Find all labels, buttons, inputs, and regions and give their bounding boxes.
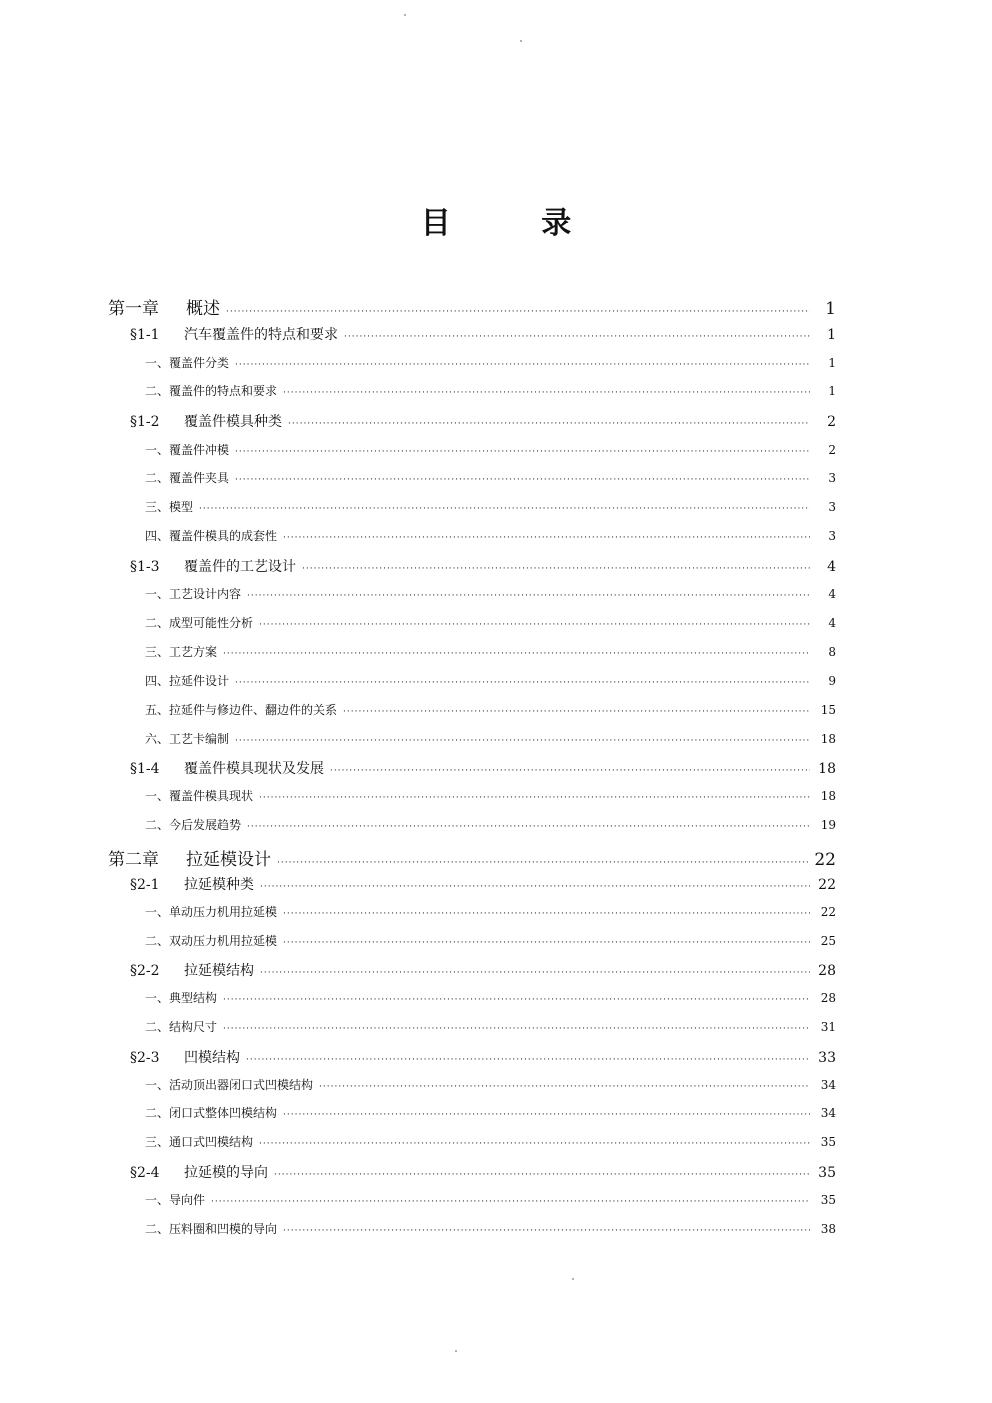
toc-entry-label — [145, 382, 277, 399]
toc-entry-label — [145, 527, 277, 544]
toc-entry-label — [145, 816, 241, 833]
toc-entry-label — [130, 324, 338, 344]
toc-entry-label — [145, 672, 229, 689]
page-number: 18 — [820, 732, 836, 746]
dot-leader — [288, 420, 810, 429]
toc-entry-label — [145, 989, 217, 1006]
toc-entry-text: 三、模型 — [145, 500, 194, 514]
toc-entry-text: 覆盖件的工艺设计 — [184, 559, 296, 575]
section-number: §1-4 — [130, 761, 160, 777]
dot-leader — [211, 1198, 810, 1207]
toc-entry-label — [145, 787, 253, 804]
toc-entry-label — [145, 614, 253, 631]
dot-leader — [260, 883, 810, 892]
dot-leader — [235, 448, 810, 457]
toc-entry-label — [145, 498, 193, 515]
toc-entry-text: 一、单动压力机用拉延模 — [145, 905, 278, 919]
page-number: 35 — [820, 1135, 836, 1149]
toc-section-entry[interactable] — [130, 556, 836, 576]
dot-leader — [223, 1025, 810, 1034]
dot-leader — [247, 823, 810, 832]
toc-entry-text: 覆盖件模具种类 — [184, 414, 282, 430]
dot-leader — [330, 767, 810, 776]
toc-entry-text: 一、活动顶出器闭口式凹模结构 — [145, 1078, 314, 1092]
toc-entry-text: 二、覆盖件的特点和要求 — [145, 384, 278, 398]
scan-speck — [520, 40, 522, 42]
toc-subsection-entry[interactable] — [145, 932, 836, 949]
toc-section-entry[interactable] — [130, 1047, 836, 1067]
chapter-number: 第一章 — [108, 299, 159, 319]
page-number: 1 — [827, 327, 836, 343]
page-number: 1 — [828, 356, 836, 370]
section-number: §1-2 — [130, 414, 160, 430]
toc-subsection-entry[interactable] — [145, 643, 836, 660]
page-number: 34 — [820, 1106, 836, 1120]
toc-entry-label — [145, 643, 217, 660]
dot-leader — [247, 592, 810, 601]
toc-entry-text: 凹模结构 — [184, 1050, 240, 1066]
page-number: 1 — [828, 384, 836, 398]
toc-entry-text: 二、今后发展趋势 — [145, 818, 242, 832]
dot-leader — [235, 476, 810, 485]
toc-entry-label — [108, 294, 220, 319]
page-number: 38 — [820, 1222, 836, 1236]
toc-entry-text: 二、结构尺寸 — [145, 1020, 218, 1034]
section-number: §1-3 — [130, 559, 160, 575]
toc-entry-label — [130, 960, 254, 980]
dot-leader — [260, 969, 810, 978]
toc-entry-text: 拉延模结构 — [184, 963, 254, 979]
toc-section-entry[interactable] — [130, 758, 836, 778]
dot-leader — [259, 1140, 810, 1149]
dot-leader — [283, 1111, 810, 1120]
toc-entry-text: 拉延模设计 — [186, 850, 271, 870]
toc-subsection-entry[interactable] — [145, 730, 836, 747]
toc-subsection-entry[interactable] — [145, 1076, 836, 1093]
dot-leader — [283, 534, 810, 543]
toc-entry-label — [145, 1220, 277, 1237]
toc-entry-text: 拉延模的导向 — [184, 1165, 268, 1181]
page-number: 28 — [818, 963, 836, 979]
toc-entry-label — [145, 932, 277, 949]
page-number: 4 — [828, 587, 836, 601]
toc-subsection-entry[interactable] — [145, 672, 836, 689]
page-number: 3 — [828, 471, 836, 485]
toc-subsection-entry[interactable] — [145, 989, 836, 1006]
toc-entry-text: 一、典型结构 — [145, 991, 218, 1005]
section-number: §2-2 — [130, 963, 160, 979]
toc-section-entry[interactable] — [130, 324, 836, 344]
dot-leader — [344, 333, 810, 342]
toc-subsection-entry[interactable] — [145, 1104, 836, 1121]
dot-leader — [246, 1056, 810, 1065]
toc-entry-label — [145, 1076, 313, 1093]
toc-entry-text: 五、拉延件与修边件、翻边件的关系 — [145, 703, 338, 717]
page-number: 15 — [820, 703, 836, 717]
toc-entry-label — [145, 441, 229, 458]
page-title: 目 录 — [420, 206, 612, 241]
toc-section-entry[interactable] — [130, 960, 836, 980]
scan-speck — [455, 1350, 457, 1352]
scan-speck — [572, 1278, 574, 1280]
dot-leader — [259, 621, 810, 630]
toc-entry-text: 二、闭口式整体凹模结构 — [145, 1106, 278, 1120]
page-number: 35 — [818, 1165, 836, 1181]
toc-subsection-entry[interactable] — [145, 441, 836, 458]
dot-leader — [199, 505, 810, 514]
dot-leader — [283, 910, 810, 919]
dot-leader — [283, 939, 810, 948]
page-number: 22 — [814, 850, 836, 870]
scan-speck — [404, 14, 406, 16]
toc-entry-text: 二、成型可能性分析 — [145, 616, 254, 630]
toc-entry-text: 二、双动压力机用拉延模 — [145, 934, 278, 948]
page-number: 35 — [820, 1193, 836, 1207]
chapter-number: 第二章 — [108, 850, 159, 870]
dot-leader — [235, 737, 810, 746]
page-number: 22 — [818, 877, 836, 893]
toc-entry-text: 三、通口式凹模结构 — [145, 1135, 254, 1149]
toc-entry-label — [145, 701, 337, 718]
page-number: 3 — [828, 529, 836, 543]
toc-entry-text: 六、工艺卡编制 — [145, 732, 230, 746]
dot-leader — [235, 361, 810, 370]
page-number: 2 — [827, 414, 836, 430]
page-number: 4 — [828, 616, 836, 630]
toc-entry-label — [130, 411, 282, 431]
toc-subsection-entry[interactable] — [145, 354, 836, 371]
page-number: 19 — [820, 818, 836, 832]
dot-leader — [302, 565, 810, 574]
dot-leader — [226, 308, 810, 317]
toc-entry-text: 二、压料圈和凹模的导向 — [145, 1222, 278, 1236]
toc-chapter-entry[interactable] — [108, 845, 836, 870]
toc-entry-text: 一、覆盖件模具现状 — [145, 789, 254, 803]
toc-entry-label — [145, 469, 229, 486]
toc-entry-text: 概述 — [186, 299, 220, 319]
toc-entry-label — [108, 845, 271, 870]
toc-entry-label — [130, 1047, 240, 1067]
dot-leader — [259, 794, 810, 803]
toc-entry-label — [145, 1104, 277, 1121]
dot-leader — [235, 679, 810, 688]
section-number: §2-3 — [130, 1050, 160, 1066]
dot-leader — [223, 650, 810, 659]
page-number: 33 — [818, 1050, 836, 1066]
toc-section-entry[interactable] — [130, 1162, 836, 1182]
toc-entry-label — [145, 1018, 217, 1035]
page-number: 8 — [828, 645, 836, 659]
toc-entry-label — [145, 1133, 253, 1150]
dot-leader — [274, 1171, 810, 1180]
toc-entry-text: 二、覆盖件夹具 — [145, 471, 230, 485]
toc-subsection-entry[interactable] — [145, 527, 836, 544]
toc-entry-text: 覆盖件模具现状及发展 — [184, 761, 324, 777]
toc-entry-text: 一、导向件 — [145, 1193, 206, 1207]
toc-subsection-entry[interactable] — [145, 787, 836, 804]
toc-entry-text: 三、工艺方案 — [145, 645, 218, 659]
page-number: 34 — [820, 1078, 836, 1092]
dot-leader — [223, 996, 810, 1005]
toc-subsection-entry[interactable] — [145, 1220, 836, 1237]
dot-leader — [283, 1227, 810, 1236]
toc-entry-text: 一、覆盖件冲模 — [145, 443, 230, 457]
dot-leader — [343, 708, 810, 717]
page-number: 18 — [820, 789, 836, 803]
toc-subsection-entry[interactable] — [145, 1133, 836, 1150]
toc-subsection-entry[interactable] — [145, 614, 836, 631]
toc-entry-label — [145, 903, 277, 920]
page-number: 28 — [820, 991, 836, 1005]
page-number: 18 — [818, 761, 836, 777]
toc-subsection-entry[interactable] — [145, 382, 836, 399]
toc-entry-text: 四、覆盖件模具的成套性 — [145, 529, 278, 543]
page-number: 1 — [825, 299, 836, 319]
toc-entry-label — [130, 1162, 268, 1182]
toc-section-entry[interactable] — [130, 874, 836, 894]
toc-entry-text: 一、工艺设计内容 — [145, 587, 242, 601]
toc-entry-label — [130, 556, 296, 576]
dot-leader — [283, 389, 810, 398]
toc-entry-label — [145, 354, 229, 371]
toc-entry-text: 拉延模种类 — [184, 877, 254, 893]
toc-subsection-entry[interactable] — [145, 498, 836, 515]
toc-subsection-entry[interactable] — [145, 1018, 836, 1035]
toc-subsection-entry[interactable] — [145, 816, 836, 833]
section-number: §2-4 — [130, 1165, 160, 1181]
section-number: §1-1 — [130, 327, 160, 343]
toc-chapter-entry[interactable] — [108, 294, 836, 319]
page-number: 3 — [828, 500, 836, 514]
toc-entry-label — [130, 874, 254, 894]
toc-entry-label — [145, 585, 241, 602]
section-number: §2-1 — [130, 877, 160, 893]
toc-entry-label — [130, 758, 324, 778]
toc-subsection-entry[interactable] — [145, 903, 836, 920]
page-number: 4 — [827, 559, 836, 575]
page-number: 9 — [828, 674, 836, 688]
page-number: 31 — [820, 1020, 836, 1034]
toc-subsection-entry[interactable] — [145, 469, 836, 486]
dot-leader — [277, 859, 808, 868]
toc-subsection-entry[interactable] — [145, 1191, 836, 1208]
page-number: 25 — [820, 934, 836, 948]
toc-entry-text: 四、拉延件设计 — [145, 674, 230, 688]
toc-entry-label — [145, 730, 229, 747]
toc-subsection-entry[interactable] — [145, 701, 836, 718]
page-number: 22 — [820, 905, 836, 919]
toc-entry-label — [145, 1191, 205, 1208]
toc-entry-text: 汽车覆盖件的特点和要求 — [184, 327, 338, 343]
dot-leader — [319, 1083, 810, 1092]
toc-section-entry[interactable] — [130, 411, 836, 431]
page-number: 2 — [828, 443, 836, 457]
toc-subsection-entry[interactable] — [145, 585, 836, 602]
toc-entry-text: 一、覆盖件分类 — [145, 356, 230, 370]
